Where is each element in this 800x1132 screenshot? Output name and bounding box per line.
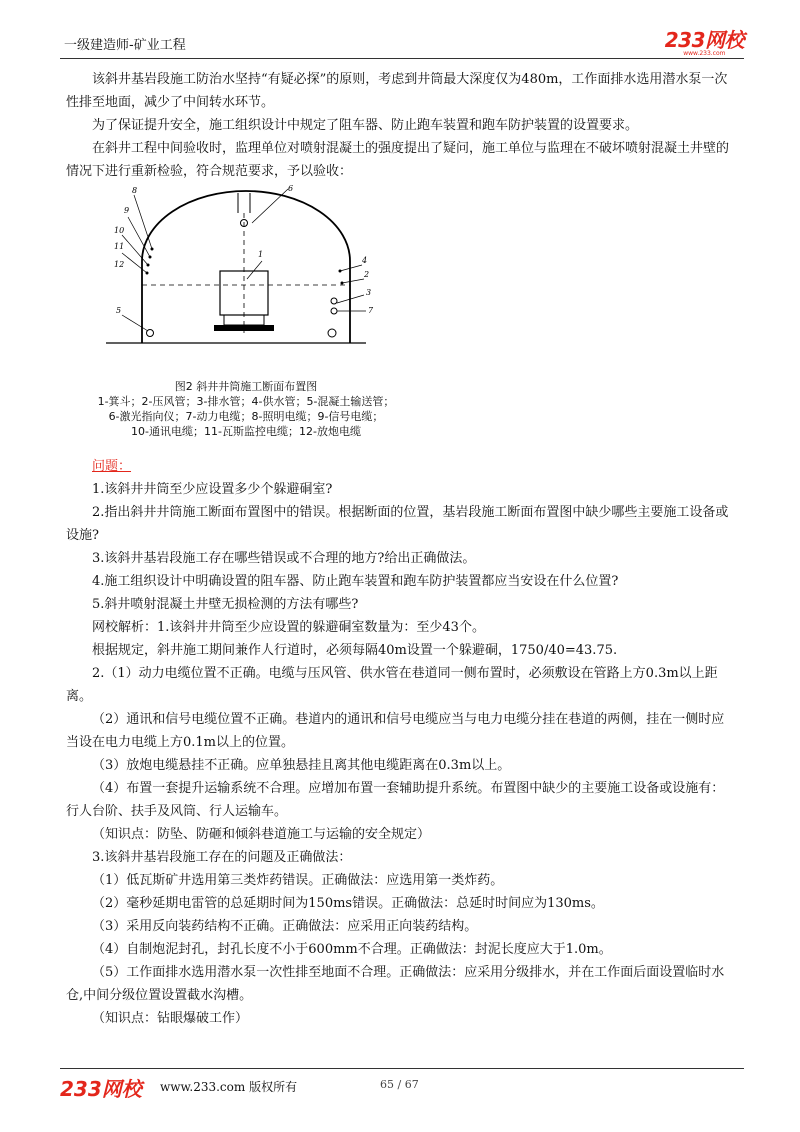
question: 2.指出斜井井筒施工断面布置图中的错误。根据断面的位置，基岩段施工断面布置图中缺少哪些主要施工设备或设施? xyxy=(66,505,729,543)
answer: （3）采用反向装药结构不正确。正确做法：应采用正向装药结构。 xyxy=(92,919,478,934)
label-1: 1 xyxy=(258,250,264,259)
question: 1.该斜井井筒至少应设置多少个躲避硐室? xyxy=(92,482,333,497)
answer: （4）自制炮泥封孔，封孔长度不小于600mm不合理。正确做法：封泥长度应大于1.0m。 xyxy=(92,942,612,957)
label-9: 9 xyxy=(124,206,130,215)
caption-line: 1-箕斗；2-压风管；3-排水管；4-供水管；5-混凝土输送管； xyxy=(97,395,395,408)
answer: （4）布置一套提升运输系统不合理。应增加布置一套辅助提升系统。布置图中缺少的主要施工设备或设施有：行人台阶、扶手及风筒、行人运输车。 xyxy=(66,781,725,819)
answer: （5）工作面排水选用潜水泵一次性排至地面不合理。正确做法：应采用分级排水，并在工作面后面设置临时水仓,中间分级位置设置截水沟槽。 xyxy=(66,965,725,1003)
label-3: 3 xyxy=(366,288,372,297)
page-footer xyxy=(60,1068,744,1099)
caption-line: 10-通讯电缆；11-瓦斯监控电缆；12-放炮电缆 xyxy=(131,425,361,438)
paragraph: 在斜井工程中间验收时，监理单位对喷射混凝土的强度提出了疑问，施工单位与监理在不破坏喷射混凝土井壁的情况下进行重新检验，符合规范要求，予以验收： xyxy=(66,141,730,179)
header-logo xyxy=(665,24,744,57)
logo-url: www.233.com xyxy=(683,50,726,57)
answer: （3）放炮电缆悬挂不正确。应单独悬挂且离其他电缆距离在0.3m以上。 xyxy=(92,758,511,773)
question: 5.斜井喷射混凝土井壁无损检测的方法有哪些? xyxy=(92,597,359,612)
label-11: 11 xyxy=(114,242,125,251)
answer: （1）低瓦斯矿井选用第三类炸药错误。正确做法：应选用第一类炸药。 xyxy=(92,873,504,888)
page-number: 65 / 67 xyxy=(380,1078,419,1091)
question: 4.施工组织设计中明确设置的阻车器、防止跑车装置和跑车防护装置都应当安设在什么位置? xyxy=(92,574,619,589)
page-header xyxy=(60,24,744,59)
logo-brand: 233网校 xyxy=(664,28,744,52)
paragraph: 该斜井基岩段施工防治水坚持“有疑必探”的原则，考虑到井筒最大深度仅为480m，工作面排水选用潜水泵一次性排至地面，减少了中间转水环节。 xyxy=(66,72,728,110)
label-2: 2 xyxy=(364,270,370,279)
questions-heading: 问题： xyxy=(92,459,132,474)
answer: （2）通讯和信号电缆位置不正确。巷道内的通讯和信号电缆应当与电力电缆分挂在巷道的两侧，挂在一侧时应当设在电力电缆上方0.1m以上的位置。 xyxy=(66,712,725,750)
header-title: 一级建造师-矿业工程 xyxy=(64,38,186,53)
answer: 根据规定，斜井施工期间兼作人行道时，必须每隔40m设置一个躲避硐，1750/40=43.75. xyxy=(92,643,618,658)
label-6: 6 xyxy=(288,184,294,193)
question: 3.该斜井基岩段施工存在哪些错误或不合理的地方?给出正确做法。 xyxy=(92,551,476,566)
caption-line: 6-激光指向仪；7-动力电缆；8-照明电缆；9-信号电缆； xyxy=(108,410,384,423)
document-body xyxy=(66,68,736,1030)
answer: （知识点：钻眼爆破工作） xyxy=(92,1011,249,1026)
answer: 网校解析：1.该斜井井筒至少应设置的躲避硐室数量为：至少43个。 xyxy=(92,620,485,635)
footer-brand: 233网校 xyxy=(60,1077,142,1101)
caption-title: 图2 斜井井筒施工断面布置图 xyxy=(174,380,318,393)
figure-shaft-section xyxy=(66,183,736,455)
shaft-section-diagram xyxy=(102,183,402,375)
label-12: 12 xyxy=(114,260,125,269)
footer-copyright[interactable]: www.233.com 版权所有 xyxy=(160,1080,298,1094)
label-5: 5 xyxy=(116,306,122,315)
answer: （知识点：防坠、防砸和倾斜巷道施工与运输的安全规定） xyxy=(92,827,431,842)
paragraph: 为了保证提升安全，施工组织设计中规定了阻车器、防止跑车装置和跑车防护装置的设置要求。 xyxy=(92,118,639,133)
answer: 3.该斜井基岩段施工存在的问题及正确做法： xyxy=(92,850,352,865)
label-8: 8 xyxy=(132,186,138,195)
label-4: 4 xyxy=(362,256,368,265)
answer: 2.（1）动力电缆位置不正确。电缆与压风管、供水管在巷道同一侧布置时，必须敷设在管路上方0.3m以上距离。 xyxy=(66,666,718,704)
label-10: 10 xyxy=(114,226,125,235)
answer: （2）毫秒延期电雷管的总延期时间为150ms错误。正确做法：总延时时间应为130ms。 xyxy=(92,896,604,911)
label-7: 7 xyxy=(368,306,374,315)
figure-caption xyxy=(66,379,426,439)
